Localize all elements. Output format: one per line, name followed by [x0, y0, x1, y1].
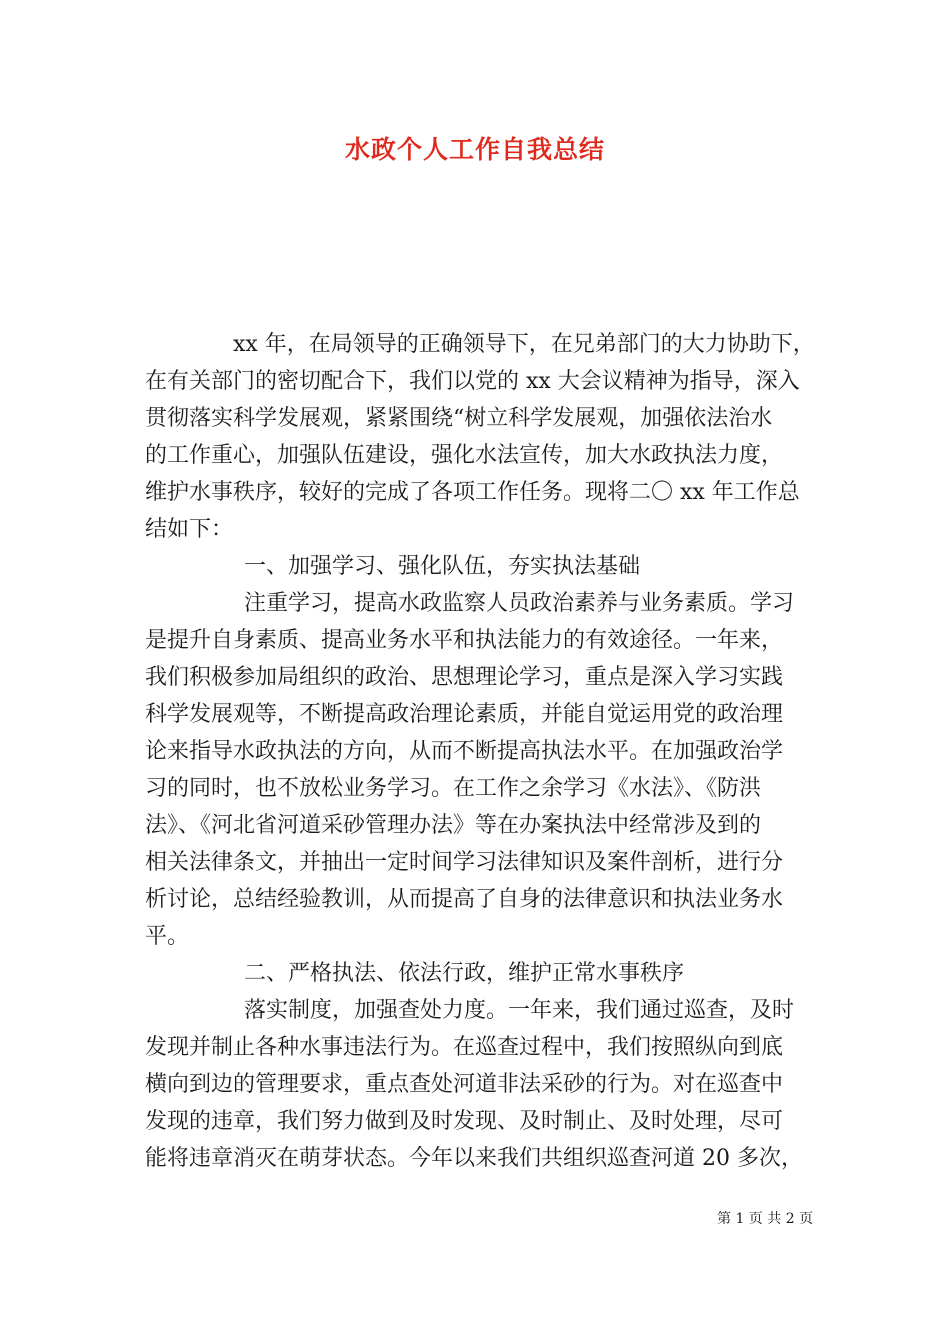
body-line: 习的同时，也不放松业务学习。在工作之余学习《水法》、《防洪 — [145, 776, 762, 801]
section-heading: 一、加强学习、强化队伍，夯实执法基础 — [244, 554, 641, 579]
document-title: 水政个人工作自我总结 — [344, 135, 605, 164]
page-number: 第 1 页 共 2 页 — [717, 1211, 814, 1227]
body-line: 贯彻落实科学发展观，紧紧围绕“树立科学发展观，加强依法治水 — [145, 406, 773, 431]
body-line: xx 年，在局领导的正确领导下，在兄弟部门的大力协助下， — [233, 332, 815, 357]
body-line: 结如下： — [145, 517, 234, 542]
body-line: 在有关部门的密切配合下，我们以党的 xx 大会议精神为指导，深入 — [145, 369, 800, 394]
body-line: 横向到边的管理要求，重点查处河道非法采砂的行为。对在巡查中 — [145, 1072, 784, 1097]
body-line: 平。 — [145, 924, 190, 949]
body-line: 论来指导水政执法的方向，从而不断提高执法水平。在加强政治学 — [145, 739, 784, 764]
body-line: 科学发展观等，不断提高政治理论素质，并能自觉运用党的政治理 — [145, 702, 784, 727]
section-heading: 二、严格执法、依法行政，维护正常水事秩序 — [244, 961, 685, 986]
body-line: 是提升自身素质、提高业务水平和执法能力的有效途径。一年来， — [145, 628, 784, 653]
body-line: 法》、《河北省河道采砂管理办法》等在办案执法中经常涉及到的 — [145, 813, 762, 838]
body-line: 发现并制止各种水事违法行为。在巡查过程中，我们按照纵向到底 — [145, 1035, 784, 1060]
body-line: 相关法律条文，并抽出一定时间学习法律知识及案件剖析，进行分 — [145, 850, 784, 875]
body-line: 析讨论，总结经验教训，从而提高了自身的法律意识和执法业务水 — [145, 887, 784, 912]
body-line: 的工作重心，加强队伍建设，强化水法宣传，加大水政执法力度， — [145, 443, 784, 468]
body-line: 发现的违章，我们努力做到及时发现、及时制止、及时处理，尽可 — [145, 1109, 784, 1134]
body-line: 维护水事秩序，较好的完成了各项工作任务。现将二〇 xx 年工作总 — [145, 480, 800, 505]
body-line: 落实制度，加强查处力度。一年来，我们通过巡查，及时 — [244, 998, 795, 1023]
body-line: 我们积极参加局组织的政治、思想理论学习，重点是深入学习实践 — [145, 665, 784, 690]
body-line: 注重学习，提高水政监察人员政治素养与业务素质。学习 — [244, 591, 795, 616]
body-line: 能将违章消灭在萌芽状态。今年以来我们共组织巡查河道 20 多次， — [145, 1146, 803, 1171]
